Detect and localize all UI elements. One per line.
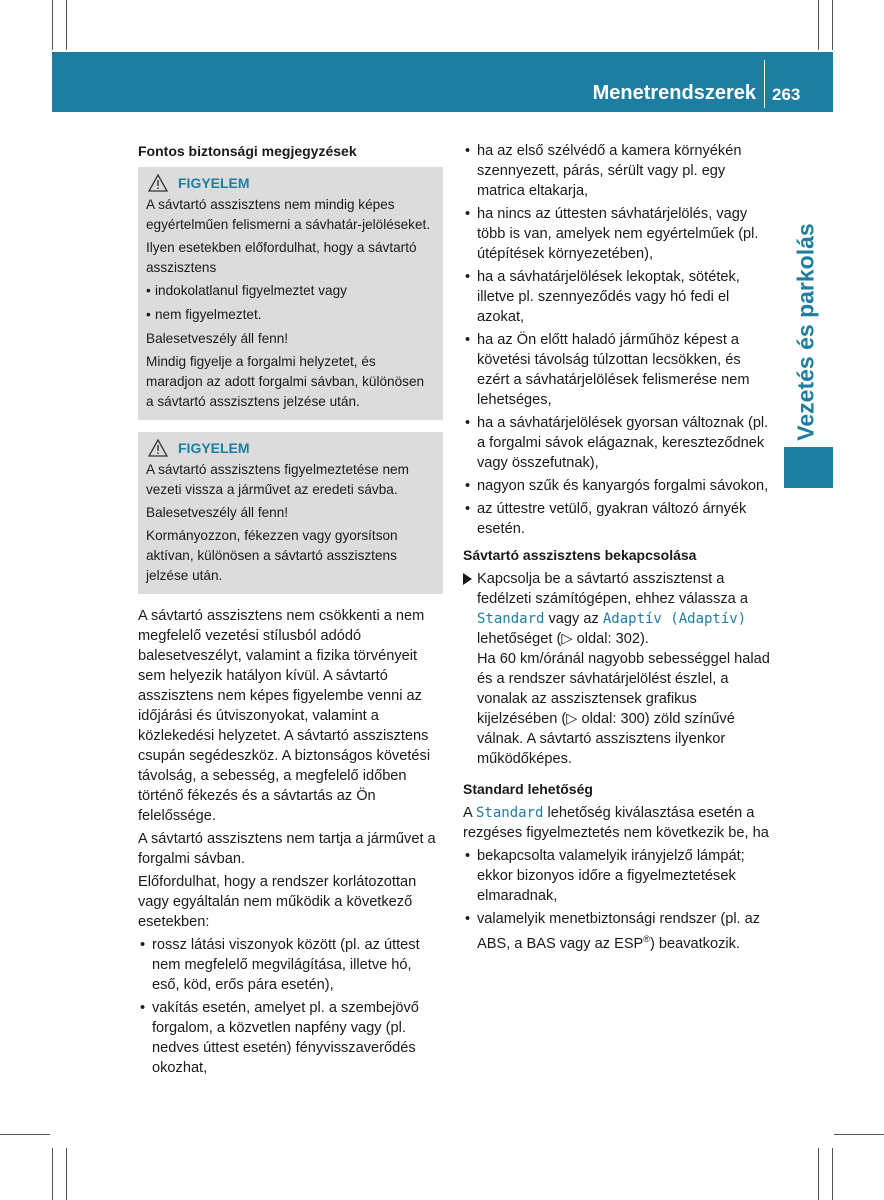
warning-text: Kormányozzon, fékezzen vagy gyorsítson aktívan, különösen a sávtartó asszisztens jelzése után.	[146, 528, 398, 583]
warning-header	[146, 438, 435, 458]
warning-list	[146, 281, 435, 325]
conditions-list	[138, 935, 443, 1078]
warning-header	[146, 173, 435, 193]
step-arrow-icon	[463, 573, 472, 585]
conditions-list	[463, 141, 771, 539]
body-paragraph: A sávtartó asszisztens nem tartja a járművet a forgalmi sávban.	[138, 831, 436, 867]
body-text: lehetőség kiválasztása esetén a rezgéses figyelmeztetés nem következik be, ha	[463, 805, 769, 841]
step-result: Ha 60 km/óránál nagyobb sebességgel halad és a rendszer sávhatárjelölést észlel, a vonalak az asszisztensek grafikus kijelzésében (▷ oldal: 300) zöld színűvé válnak. A sávtartó asszisztens ilyenkor működőképes.	[477, 651, 770, 767]
list-item: • nem figyelmeztet.	[146, 305, 435, 325]
crop-mark	[52, 0, 53, 50]
warning-label: FIGYELEM	[178, 175, 250, 191]
chapter-title: Menetrendszerek	[592, 82, 756, 104]
list-item: • nagyon szűk és kanyargós forgalmi sávokon,	[463, 476, 771, 496]
list-item: • vakítás esetén, amelyet pl. a szembejövő forgalom, a közvetlen napfény vagy (pl. nedves úttest esetén) fényvisszaverődés okozhat,	[138, 998, 443, 1078]
list-item: • az úttestre vetülő, gyakran változó árnyék esetén.	[463, 499, 771, 539]
warning-text: A sávtartó asszisztens nem mindig képes egyértelműen felismerni a sávhatár-jelöléseket.	[146, 197, 431, 232]
list-item: • bekapcsolta valamelyik irányjelző lámpát; ekkor bizonyos időre a figyelmeztetések elmaradnak,	[463, 846, 771, 906]
body-paragraph: A sávtartó asszisztens nem csökkenti a nem megfelelő vezetési stílusból adódó balesetveszélyt, valamint a fizika törvényeit sem helyezik hatályon kívül. A sávtartó asszisztens nem képes figyelembe venni az időjárási és útviszonyokat, valamint a közlekedési helyzetet. A sávtartó asszisztens csupán segédeszköz. A biztonságos követési távolság, a sebesség, a megfelelő időben történő fékezés és a sávtartás az Ön felelőssége.	[138, 608, 431, 824]
display-option-standard: Standard	[476, 805, 544, 821]
crop-mark	[0, 1134, 50, 1135]
conditions-list	[463, 846, 771, 954]
list-item: • ha a sávhatárjelölések lekoptak, sötétek, illetve pl. szennyeződés vagy hó fedi el azokat,	[463, 267, 771, 327]
step-text: lehetőséget (▷ oldal: 302).	[477, 631, 649, 647]
warning-triangle-icon	[148, 174, 168, 192]
list-item: • ha az első szélvédő a kamera környékén szennyezett, párás, sérült vagy pl. egy matrica eltakarja,	[463, 141, 771, 201]
crop-mark	[832, 1148, 833, 1200]
section-heading: Sávtartó asszisztens bekapcsolása	[463, 547, 697, 563]
crop-mark	[66, 1148, 67, 1200]
crop-mark	[818, 0, 819, 50]
warning-text: Balesetveszély áll fenn!	[146, 331, 289, 346]
body-paragraph: Előfordulhat, hogy a rendszer korlátozottan vagy egyáltalán nem működik a következő esetekben:	[138, 874, 417, 930]
body-paragraph	[463, 803, 771, 843]
list-item: • ha a sávhatárjelölések gyorsan változnak (pl. a forgalmi sávok elágaznak, kereszteződnek vagy összefutnak),	[463, 413, 771, 473]
crop-mark	[66, 0, 67, 50]
warning-label: FIGYELEM	[178, 440, 250, 456]
side-tab-label: Vezetés és parkolás	[792, 223, 819, 441]
display-option-adaptiv: Adaptív (Adaptív)	[602, 611, 747, 627]
page-number: 263	[772, 85, 801, 104]
crop-mark	[818, 1148, 819, 1200]
warning-box	[138, 167, 443, 420]
list-item: • rossz látási viszonyok között (pl. az úttest nem megfelelő megvilágítása, illetve hó, eső, köd, erős pára esetén),	[138, 935, 443, 995]
warning-text: A sávtartó asszisztens figyelmeztetése nem vezeti vissza a járművet az eredeti sávba.	[146, 462, 409, 497]
warning-box	[138, 432, 443, 594]
list-item: • ha nincs az úttesten sávhatárjelölés, vagy több is van, amelyek nem egyértelműek (pl. útépítések környezetében),	[463, 204, 771, 264]
left-column	[138, 141, 443, 1081]
list-item-text: ) beavatkozik.	[649, 935, 740, 952]
right-column	[463, 141, 771, 957]
crop-mark	[52, 1148, 53, 1200]
display-option-standard: Standard	[477, 611, 545, 627]
step-text: vagy az	[548, 611, 599, 627]
side-tab-marker	[784, 447, 833, 488]
crop-mark	[834, 1134, 884, 1135]
section-heading: Fontos biztonsági megjegyzések	[138, 143, 357, 159]
warning-text: Mindig figyelje a forgalmi helyzetet, és maradjon az adott forgalmi sávban, különösen a sávtartó asszisztens jelzése után.	[146, 354, 425, 409]
crop-mark	[832, 0, 833, 50]
header-divider	[764, 60, 765, 108]
registered-mark: ®	[643, 934, 650, 944]
list-item-text: valamelyik menetbiztonsági rendszer (pl. az ABS, a BAS vagy az ESP	[477, 911, 761, 952]
warning-text: Ilyen esetekben előfordulhat, hogy a sávtartó asszisztens	[146, 240, 417, 275]
body-text: A	[463, 805, 472, 821]
warning-text: Balesetveszély áll fenn!	[146, 505, 289, 520]
section-heading: Standard lehetőség	[463, 781, 593, 797]
list-item	[463, 909, 771, 954]
list-item: • ha az Ön előtt haladó járműhöz képest a követési távolság túlzottan lecsökken, és ezért a sávhatárjelölések felismerése nem lehetséges,	[463, 330, 771, 410]
instruction-step	[463, 569, 771, 769]
list-item: • indokolatlanul figyelmeztet vagy	[146, 281, 435, 301]
warning-triangle-icon	[148, 439, 168, 457]
step-text: Kapcsolja be a sávtartó asszisztenst a fedélzeti számítógépen, ehhez válassza a	[477, 571, 748, 607]
